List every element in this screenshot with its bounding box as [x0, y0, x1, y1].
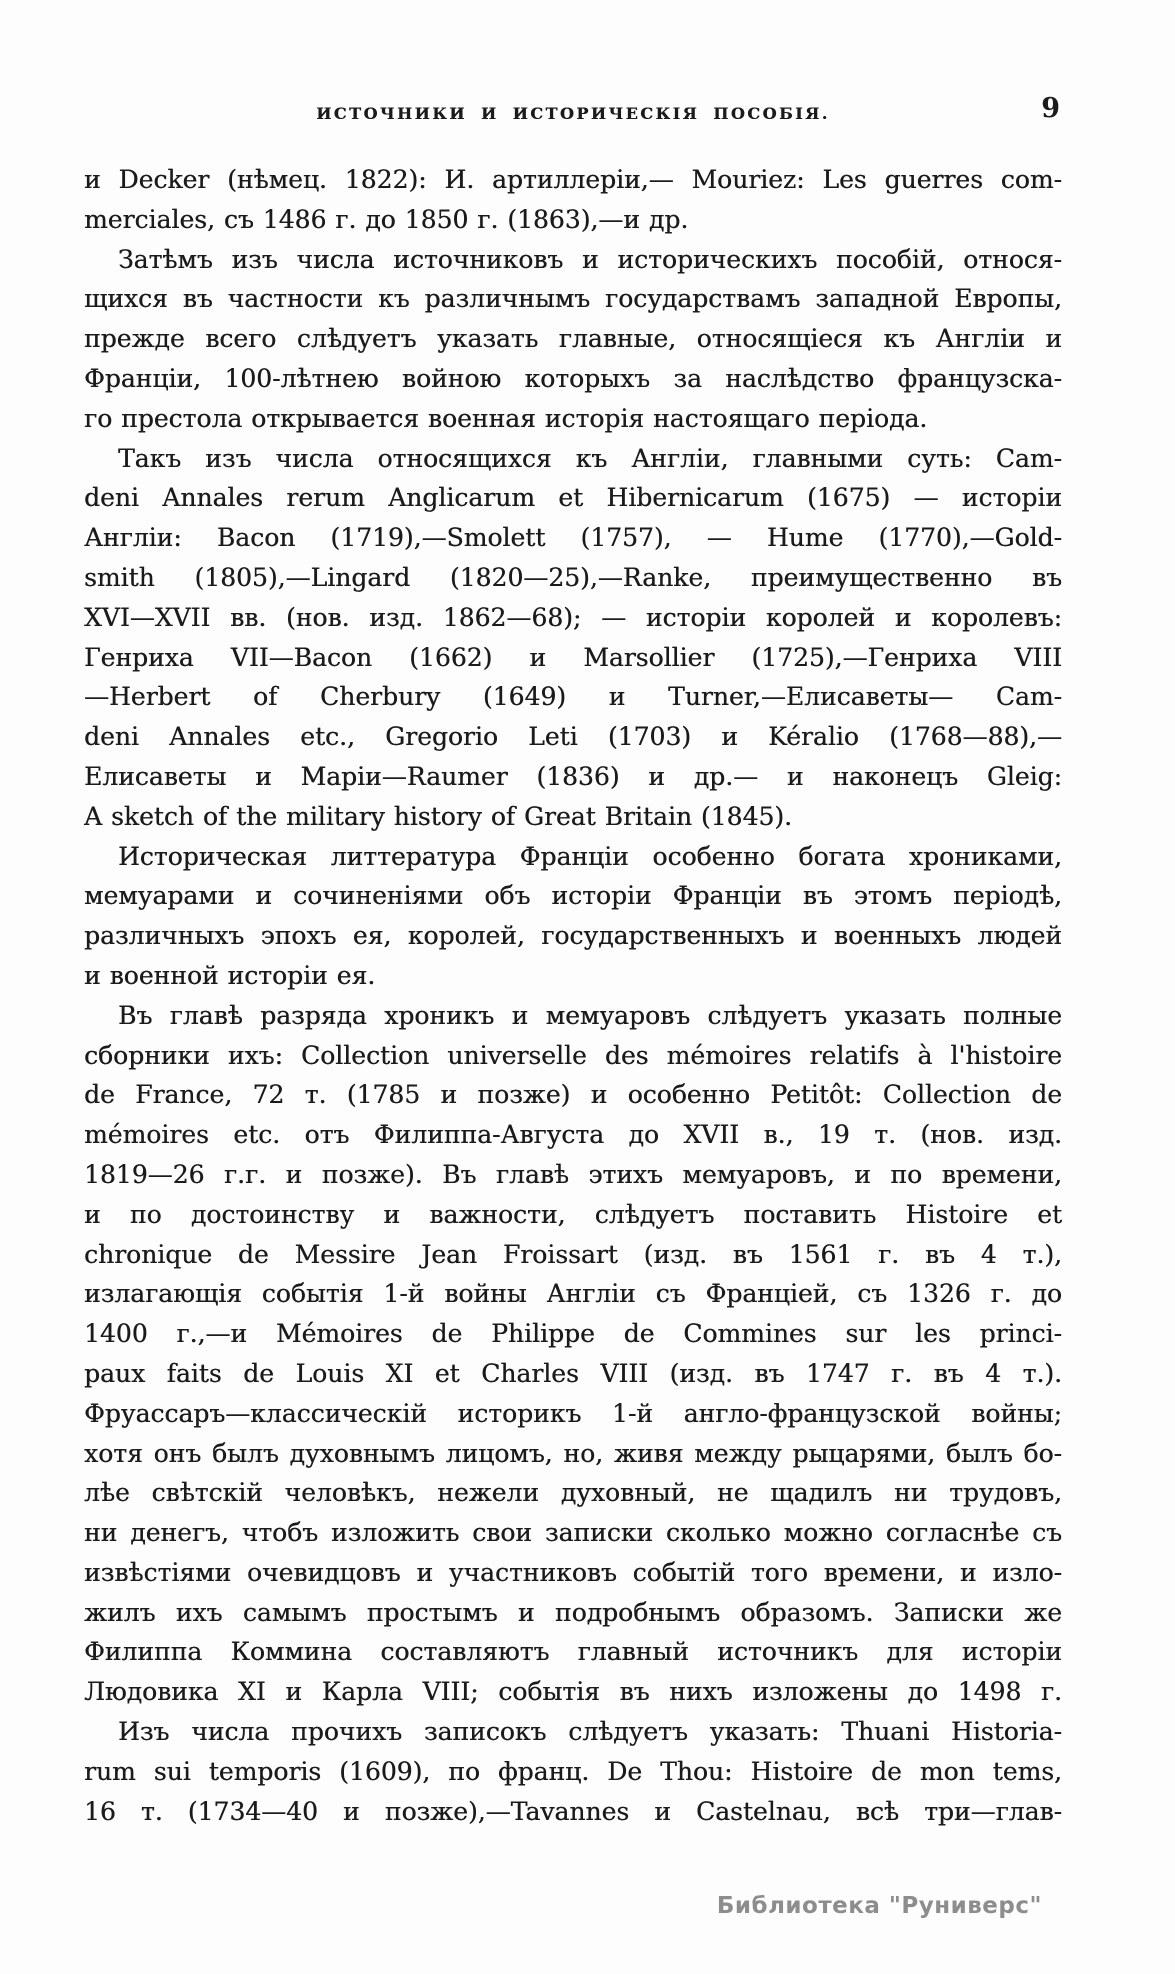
body-text: [84, 160, 1062, 1831]
text-line: smith (1805),—Lingard (1820—25),—Ranke, преимущественно въ: [84, 562, 1062, 592]
text-line: Историческая литтература Франціи особенно богата хрониками,: [118, 841, 1062, 871]
text-line: го престола открывается военная исторія настоящаго періода.: [84, 403, 928, 433]
text-line: Въ главѣ разряда хроникъ и мемуаровъ слѣдуетъ указать полные: [118, 1000, 1062, 1030]
text-line: жилъ ихъ самымъ простымъ и подробнымъ образомъ. Записки же: [84, 1597, 1062, 1627]
text-line: ни денегъ, чтобъ изложить свои записки сколько можно согласнѣе съ: [84, 1518, 1062, 1548]
text-line: Людовика XI и Карла VIII; событія въ нихъ изложены до 1498 г.: [84, 1677, 1062, 1707]
text-line: прежде всего слѣдуетъ указать главные, относящіеся къ Англіи и: [84, 324, 1062, 354]
paragraph: [84, 240, 1062, 439]
paragraph: [84, 439, 1062, 837]
text-line: —Herbert of Cherbury (1649) и Turner,—Елисаветы— Cam-: [84, 682, 1062, 712]
text-line: и Decker (нѣмец. 1822): И. артиллеріи,— Mouriez: Les guerres com-: [84, 165, 1062, 194]
page-header: [84, 93, 1062, 136]
text-line: de France, 72 т. (1785 и позже) и особенно Petitôt: Collection de: [84, 1080, 1062, 1110]
text-line: rum sui temporis (1609), по франц. De Thou: Histoire de mon tems,: [84, 1756, 1062, 1786]
text-line: и по достоинству и важности, слѣдуетъ поставить Histoire et: [84, 1199, 1062, 1229]
text-line: XVI—XVII вв. (нов. изд. 1862—68); — исторіи королей и королевъ:: [84, 602, 1062, 632]
text-line: мемуарами и сочиненіями объ исторіи Франціи въ этомъ періодѣ,: [84, 881, 1062, 911]
text-line: 1400 г.,—и Mémoires de Philippe de Commines sur les princi-: [84, 1319, 1062, 1349]
page-number: 9: [1041, 93, 1060, 124]
text-line: paux faits de Louis XI et Charles VIII (изд. въ 1747 г. въ 4 т.).: [84, 1358, 1062, 1388]
text-line: Франціи, 100-лѣтнею войною которыхъ за наслѣдство французска-: [84, 363, 1062, 393]
paragraph: [84, 1712, 1062, 1831]
text-line: Изъ числа прочихъ записокъ слѣдуетъ указать: Thuani Historia-: [118, 1717, 1062, 1747]
text-line: deni Annales etc., Gregorio Leti (1703) и Kéralio (1768—88),—: [84, 722, 1062, 752]
text-line: mémoires etc. отъ Филиппа-Августа до XVII в., 19 т. (нов. изд.: [84, 1120, 1062, 1150]
text-line: Елисаветы и Маріи—Raumer (1836) и др.— и наконецъ Gleig:: [84, 761, 1062, 791]
paragraph: [84, 160, 1062, 240]
text-line: Филиппа Коммина составляютъ главный источникъ для исторіи: [84, 1637, 1062, 1667]
text-line: различныхъ эпохъ ея, королей, государственныхъ и военныхъ людей: [84, 921, 1062, 951]
text-line: Такъ изъ числа относящихся къ Англіи, главными суть: Cam-: [118, 443, 1062, 473]
paragraph: [84, 996, 1062, 1712]
text-line: Генриха VII—Bacon (1662) и Marsollier (1725),—Генриха VIII: [84, 642, 1062, 672]
text-line: A sketch of the military history of Great Britain (1845).: [84, 801, 792, 831]
text-line: Англіи: Bacon (1719),—Smolett (1757), — Hume (1770),—Gold-: [84, 523, 1062, 553]
running-title: ИСТОЧНИКИ И ИСТОРИЧЕСКІЯ ПОСОБІЯ.: [316, 104, 830, 123]
paragraph: [84, 837, 1062, 996]
text-line: щихся въ частности къ различнымъ государствамъ западной Европы,: [84, 284, 1062, 314]
text-line: 16 т. (1734—40 и позже),—Tavannes и Castelnau, всѣ три—глав-: [84, 1796, 1062, 1826]
text-line: хотя онъ былъ духовнымъ лицомъ, но, живя между рыцарями, былъ бо-: [84, 1438, 1062, 1468]
text-line: извѣстіями очевидцовъ и участниковъ событій того времени, и изло-: [84, 1557, 1062, 1587]
text-line: chronique de Messire Jean Froissart (изд. въ 1561 г. въ 4 т.),: [84, 1239, 1062, 1269]
text-line: merciales, съ 1486 г. до 1850 г. (1863),—и др.: [84, 204, 689, 234]
text-line: лѣе свѣтскій человѣкъ, нежели духовный, не щадилъ ни трудовъ,: [84, 1478, 1062, 1508]
text-line: и военной исторіи ея.: [84, 960, 376, 990]
text-line: deni Annales rerum Anglicarum et Hibernicarum (1675) — исторіи: [84, 483, 1062, 513]
text-line: 1819—26 г.г. и позже). Въ главѣ этихъ мемуаровъ, и по времени,: [84, 1159, 1062, 1189]
text-line: сборники ихъ: Collection universelle des mémoires relatifs à l'histoire: [84, 1040, 1062, 1070]
text-line: Фруассаръ—классическій историкъ 1-й англо-французской войны;: [84, 1398, 1062, 1428]
text-line: излагающія событія 1-й войны Англіи съ Франціей, съ 1326 г. до: [84, 1279, 1062, 1309]
text-line: Затѣмъ изъ числа источниковъ и историческихъ пособій, относя-: [118, 244, 1062, 274]
library-watermark: Библиотека "Руниверс": [716, 1893, 1042, 1919]
